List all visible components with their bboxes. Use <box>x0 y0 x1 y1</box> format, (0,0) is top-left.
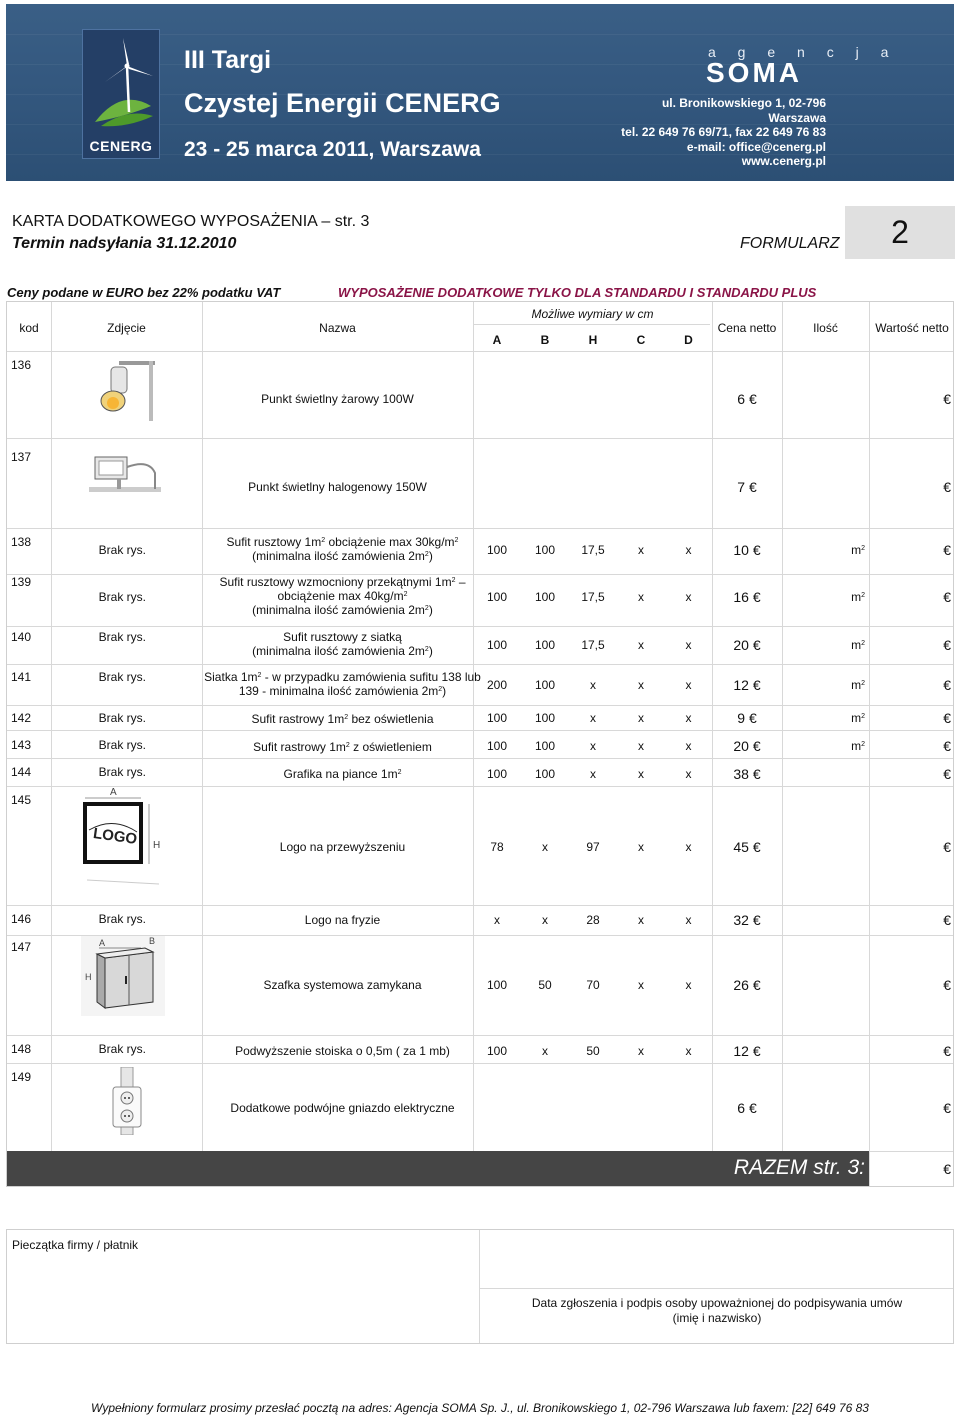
header-dim-h: H <box>588 333 598 347</box>
dimension-cell: x <box>638 1044 644 1058</box>
row-code: 144 <box>11 765 32 779</box>
euro-icon: € <box>752 977 761 993</box>
dimension-cell: x <box>638 739 644 753</box>
row-no-photo: Brak rys. <box>98 765 146 779</box>
row-code: 143 <box>11 738 32 752</box>
dimension-cell: 100 <box>534 767 556 781</box>
row-value-currency: € <box>943 738 951 754</box>
logo-text: CENERG <box>89 138 153 154</box>
form-title: KARTA DODATKOWEGO WYPOSAŻENIA – str. 3 <box>12 213 370 230</box>
name-part: ) <box>442 684 447 698</box>
dimension-cell: x <box>638 840 644 854</box>
row-price <box>712 479 782 495</box>
row-no-photo: Brak rys. <box>98 670 146 684</box>
row-unit: $m^2$ <box>851 711 865 725</box>
row-value-currency: € <box>943 977 951 993</box>
dimension-cell: x <box>590 739 596 753</box>
row-unit: $m^2$ <box>851 638 865 652</box>
row-value-currency: € <box>943 1043 951 1059</box>
row-name: Sufit rusztowy $1m^2$ obciążenie $\max 30kg/m^2$ (minimalna ilość zamówienia $2m^2$) <box>226 535 459 563</box>
dimension-cell: 100 <box>534 678 556 692</box>
dimension-cell: 100 <box>486 1044 508 1058</box>
dimension-cell: x <box>590 767 596 781</box>
dimension-cell: 100 <box>534 590 556 604</box>
dimension-cell: x <box>638 638 644 652</box>
row-code: 146 <box>11 912 32 926</box>
form-deadline: Termin nadsyłania 31.12.2010 <box>12 235 237 252</box>
row-code: 139 <box>11 575 32 589</box>
dimension-cell: x <box>542 1044 548 1058</box>
dims-row <box>7 913 955 929</box>
euro-icon: € <box>748 391 757 407</box>
row-no-photo: Brak rys. <box>98 738 146 752</box>
dimension-cell: 28 <box>586 913 600 927</box>
dimension-cell: x <box>542 840 548 854</box>
header-photo: Zdjęcie <box>107 321 146 335</box>
price-value: 7 <box>737 479 746 495</box>
name-part: ) <box>428 644 433 658</box>
row-name: Logo na fryzie <box>304 913 381 927</box>
name-part: Grafika na piance 1m <box>283 767 398 781</box>
price-value: 9 <box>737 710 746 726</box>
dimension-cell: 100 <box>486 767 508 781</box>
dimension-cell: x <box>685 543 692 557</box>
electric-socket-photo <box>107 1067 147 1135</box>
header-name: Nazwa <box>319 321 356 335</box>
row-code: 147 <box>11 940 32 954</box>
event-title-line-1: III Targi <box>184 46 272 74</box>
form-number: 2 <box>845 206 955 259</box>
dimension-cell: 97 <box>586 840 600 854</box>
row-name: Punkt świetlny halogenowy 150W <box>248 480 427 494</box>
cabinet-photo <box>81 936 165 1016</box>
row-unit: $m^2$ <box>851 543 865 557</box>
event-dates: 23 - 25 marca 2011, Warszawa <box>184 138 481 161</box>
name-part: (minimalna ilość zamówienia 2m <box>252 603 425 617</box>
prices-note: Ceny podane w EURO bez 22% podatku VAT <box>7 285 281 300</box>
name-part: Sufit rusztowy 1m <box>226 535 322 549</box>
row-price <box>712 542 782 558</box>
row-value-currency: € <box>943 391 951 407</box>
row-no-photo: Brak rys. <box>98 630 146 644</box>
dimension-cell: x <box>685 711 692 725</box>
row-value-currency: € <box>943 637 951 653</box>
dimension-cell: x <box>685 678 692 692</box>
header-price: Cena netto <box>717 321 777 335</box>
dimension-h-label: H <box>153 840 161 851</box>
dimension-cell: x <box>638 913 644 927</box>
name-part: (minimalna ilość zamówienia 2m <box>252 549 425 563</box>
name-part: ) <box>428 603 433 617</box>
address-line: ul. Bronikowskiego 1, 02-796 Warszawa <box>661 96 826 125</box>
total-label: RAZEM str. 3: <box>733 1156 865 1179</box>
name-part: Sufit rusztowy z siatką <box>283 630 402 644</box>
dimension-cell: 100 <box>486 543 508 557</box>
row-value-currency: € <box>943 710 951 726</box>
price-value: 6 <box>737 391 746 407</box>
dimension-cell: x <box>685 840 692 854</box>
name-part: z oświetleniem <box>349 740 432 754</box>
dims-row <box>7 1044 955 1060</box>
row-value-currency: € <box>943 912 951 928</box>
price-value: 20 <box>733 738 749 754</box>
dimension-cell: x <box>638 678 644 692</box>
dimension-cell: 50 <box>586 1044 600 1058</box>
euro-icon: € <box>752 738 761 754</box>
dimension-cell: x <box>685 767 692 781</box>
row-name: Punkt świetlny żarowy 100W <box>261 392 414 406</box>
dimension-cell: 100 <box>534 739 556 753</box>
price-value: 16 <box>733 589 749 605</box>
row-unit: $m^2$ <box>851 678 865 692</box>
dimension-cell: 100 <box>534 638 556 652</box>
footer-note: Wypełniony formularz prosimy przesłać pocztą na adres: Agencja SOMA Sp. J., ul. Bronikowskiego 1, 02-796 Warszawa lub faxem: [22] 649 76 83 <box>91 1401 869 1415</box>
euro-icon: € <box>752 766 761 782</box>
row-unit: $m^2$ <box>851 590 865 604</box>
header-value: Wartość netto <box>875 321 949 335</box>
dimension-cell: x <box>590 678 596 692</box>
row-price <box>712 766 782 782</box>
row-price <box>712 1043 782 1059</box>
row-value-currency: € <box>943 677 951 693</box>
unit-label: m <box>851 711 862 725</box>
dimension-cell: x <box>685 913 692 927</box>
email-line: e-mail: office@cenerg.pl <box>686 139 826 154</box>
row-price <box>712 589 782 605</box>
dimension-cell: x <box>638 767 644 781</box>
row-code: 149 <box>11 1070 32 1084</box>
row-no-photo: Brak rys. <box>98 711 146 725</box>
row-name: Sufit rastrowy $1m^2$ z oświetleniem <box>253 740 432 754</box>
dimension-cell: 17,5 <box>581 638 605 652</box>
row-no-photo: Brak rys. <box>98 543 146 557</box>
euro-icon: € <box>748 479 757 495</box>
dimension-cell: 17,5 <box>581 543 605 557</box>
dimension-cell: 100 <box>486 638 508 652</box>
row-name: Sufit rusztowy wzmocniony przekątnymi $1m^2$ – obciążenie $\max 40kg/m^2$ (minimalna ilość zamówienia $2m^2$) <box>219 575 466 617</box>
header-code: kod <box>19 321 39 335</box>
dimension-cell: x <box>638 543 644 557</box>
logo-sample-text: LOGO <box>92 825 139 848</box>
header-dim-d: D <box>684 333 693 347</box>
total-value-currency: € <box>943 1161 951 1177</box>
signature-field[interactable] <box>482 1296 952 1326</box>
name-part: ) <box>428 549 433 563</box>
dims-row <box>7 840 955 856</box>
dimension-a-label: A <box>110 788 117 798</box>
row-name: Szafka systemowa zamykana <box>263 978 422 992</box>
dimension-cell: 100 <box>534 711 556 725</box>
signature-sublabel: (imię i nazwisko) <box>672 1311 762 1325</box>
dimension-cell: x <box>590 711 596 725</box>
name-part: – <box>455 575 466 589</box>
euro-icon: € <box>748 710 757 726</box>
price-value: 32 <box>733 912 749 928</box>
row-price <box>712 912 782 928</box>
row-code: 138 <box>11 535 32 549</box>
row-price <box>712 839 782 855</box>
row-no-photo: Brak rys. <box>98 912 146 926</box>
row-no-photo: Brak rys. <box>98 1042 146 1056</box>
name-part: 139 - minimalna ilość zamówienia 2m <box>238 684 439 698</box>
dimension-cell: 70 <box>586 978 600 992</box>
website-line: www.cenerg.pl <box>741 154 826 168</box>
euro-icon: € <box>752 589 761 605</box>
row-price <box>712 1100 782 1116</box>
phone-line: tel. 22 649 76 69/71, fax 22 649 76 83 <box>621 125 826 139</box>
agency-label: a g e n c j a <box>708 44 898 60</box>
euro-icon: € <box>752 542 761 558</box>
row-no-photo: Brak rys. <box>98 590 146 604</box>
dimension-cell: 100 <box>534 543 556 557</box>
row-code: 140 <box>11 630 32 644</box>
euro-icon: € <box>752 677 761 693</box>
header-dim-a: A <box>492 333 502 347</box>
row-value-currency: € <box>943 589 951 605</box>
dims-row <box>7 978 955 994</box>
name-part: Sufit rastrowy 1m <box>253 740 346 754</box>
dimension-cell: x <box>638 711 644 725</box>
row-unit: $m^2$ <box>851 739 865 753</box>
header-dim-c: C <box>636 333 646 347</box>
row-price <box>712 637 782 653</box>
header-dim-b: B <box>540 333 550 347</box>
row-code: 142 <box>11 711 32 725</box>
dimension-h-label: H <box>85 972 92 982</box>
signature-label: Data zgłoszenia i podpis osoby upoważnionej do podpisywania umów <box>531 1296 903 1310</box>
row-code: 136 <box>11 358 32 372</box>
name-part: - w przypadku zamówienia sufitu 138 lub <box>261 670 481 684</box>
dimension-cell: x <box>685 739 692 753</box>
row-code: 137 <box>11 450 32 464</box>
name-part: bez oświetlenia <box>348 712 434 726</box>
unit-label: m <box>851 678 862 692</box>
dimension-cell: 17,5 <box>581 590 605 604</box>
extras-note: WYPOSAŻENIE DODATKOWE TYLKO DLA STANDARDU I STANDARDU PLUS <box>338 285 817 300</box>
row-code: 145 <box>11 793 32 807</box>
dims-row <box>7 767 955 783</box>
name-part: Siatka 1m <box>204 670 258 684</box>
unit-label: m <box>851 543 862 557</box>
price-value: 12 <box>733 677 749 693</box>
name-part: obciążenie max 30kg/m <box>325 535 455 549</box>
price-value: 12 <box>733 1043 749 1059</box>
dimension-cell: 78 <box>490 840 504 854</box>
company-stamp-field[interactable]: Pieczątka firmy / płatnik <box>12 1238 139 1252</box>
price-value: 10 <box>733 542 749 558</box>
dimension-b-label: B <box>149 936 156 946</box>
dimension-cell: x <box>685 978 692 992</box>
dimension-cell: 200 <box>486 678 508 692</box>
header-qty: Ilość <box>813 321 838 335</box>
unit-label: m <box>851 739 862 753</box>
row-name: Grafika na piance $1m^2$ <box>283 767 402 781</box>
name-part: Sufit rusztowy wzmocniony przekątnymi 1m <box>219 575 452 589</box>
unit-label: m <box>851 590 862 604</box>
euro-icon: € <box>752 912 761 928</box>
spotlight-photo <box>89 357 157 423</box>
dimension-cell: 100 <box>486 590 508 604</box>
row-value-currency: € <box>943 479 951 495</box>
unit-label: m <box>851 638 862 652</box>
row-name: Dodatkowe podwójne gniazdo elektryczne <box>230 1101 455 1115</box>
row-price <box>712 738 782 754</box>
row-name: Podwyższenie stoiska o 0,5m ( za 1 mb) <box>235 1044 450 1058</box>
row-value-currency: € <box>943 542 951 558</box>
row-price <box>712 391 782 407</box>
row-name: Logo na przewyższeniu <box>279 840 406 854</box>
name-part: (minimalna ilość zamówienia 2m <box>252 644 425 658</box>
price-value: 6 <box>737 1100 746 1116</box>
row-value-currency: € <box>943 839 951 855</box>
halogen-photo <box>89 449 161 509</box>
dimension-cell: x <box>685 1044 692 1058</box>
dimension-cell: x <box>685 590 692 604</box>
row-name: Sufit rastrowy $1m^2$ bez oświetlenia <box>251 712 434 726</box>
price-value: 20 <box>733 637 749 653</box>
row-value-currency: € <box>943 1100 951 1116</box>
row-price <box>712 977 782 993</box>
price-value: 38 <box>733 766 749 782</box>
price-value: 45 <box>733 839 749 855</box>
equipment-table <box>6 301 954 1187</box>
row-code: 148 <box>11 1042 32 1056</box>
event-banner <box>6 4 954 181</box>
dimension-cell: x <box>638 590 644 604</box>
dimension-cell: 100 <box>486 711 508 725</box>
form-label: FORMULARZ <box>740 235 840 252</box>
dimension-cell: x <box>685 638 692 652</box>
price-value: 26 <box>733 977 749 993</box>
agency-address <box>606 96 826 169</box>
row-name: Siatka $1m^2$ - w przypadku zamówienia sufitu 138 lub 139 - minimalna ilość zamówienia $2m^2$) <box>204 670 481 698</box>
event-title-line-2: Czystej Energii CENERG <box>184 88 501 118</box>
wind-turbine-icon <box>87 36 157 136</box>
name-part: obciążenie max 40kg/m <box>277 589 404 603</box>
row-name: Sufit rusztowy z siatką (minimalna ilość zamówienia $2m^2$) <box>252 630 433 658</box>
dimension-a-label: A <box>99 938 106 948</box>
cenerg-logo <box>82 29 160 159</box>
dimension-cell: x <box>494 913 500 927</box>
dimension-cell: 100 <box>486 739 508 753</box>
dimension-cell: x <box>638 978 644 992</box>
signature-section <box>6 1229 954 1344</box>
header-dimensions: Możliwe wymiary w cm <box>531 307 654 321</box>
euro-icon: € <box>748 1100 757 1116</box>
row-price <box>712 677 782 693</box>
dimension-cell: 50 <box>538 978 552 992</box>
dimension-cell: x <box>542 913 548 927</box>
euro-icon: € <box>752 839 761 855</box>
row-code: 141 <box>11 670 32 684</box>
logo-sign-photo <box>79 788 169 888</box>
agency-logo: SOMA <box>706 57 802 88</box>
row-value-currency: € <box>943 766 951 782</box>
euro-icon: € <box>752 1043 761 1059</box>
dimension-cell: 100 <box>486 978 508 992</box>
euro-icon: € <box>752 637 761 653</box>
row-price <box>712 710 782 726</box>
name-part: Sufit rastrowy 1m <box>251 712 345 726</box>
